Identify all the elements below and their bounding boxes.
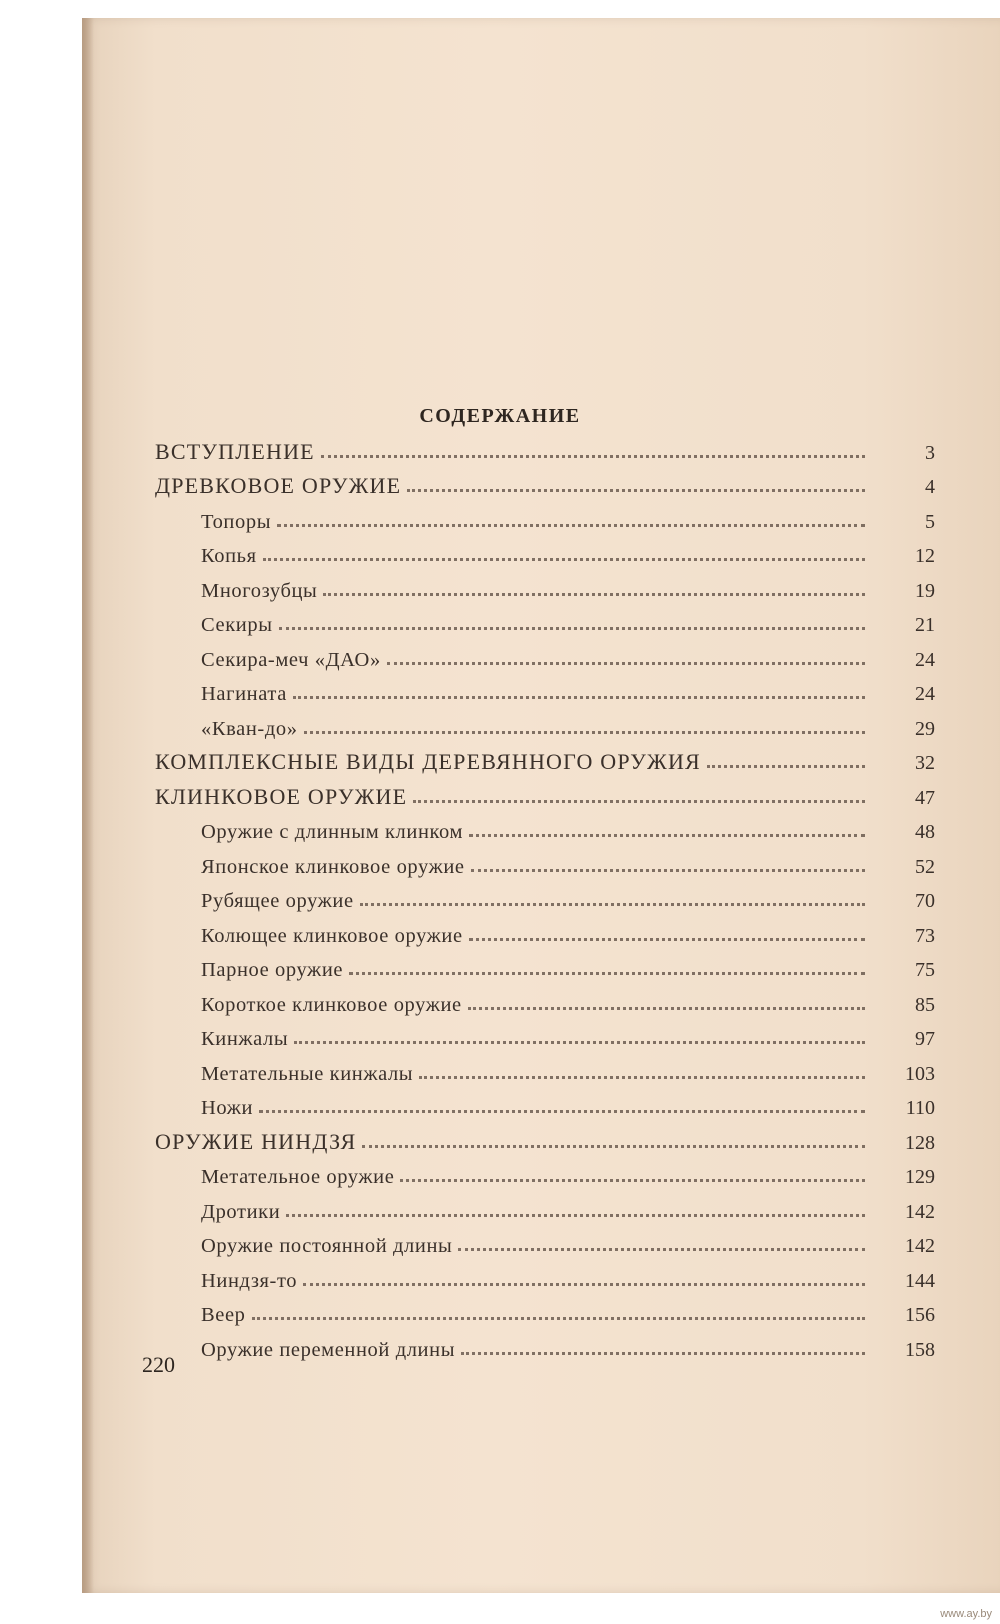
toc-entry-page: 29 bbox=[915, 717, 935, 740]
toc-entry-label: Копья bbox=[201, 545, 257, 567]
toc-entry bbox=[155, 1224, 935, 1259]
toc-leader-dots bbox=[263, 558, 865, 561]
toc-entry-label: Топоры bbox=[201, 510, 272, 533]
toc-leader-dots bbox=[407, 489, 865, 492]
toc-entry-label: Оружие с длинным клинком bbox=[201, 821, 464, 843]
toc-entry-label: Рубящее оружие bbox=[201, 890, 354, 912]
toc-leader-dots bbox=[286, 1214, 865, 1217]
binding-shadow bbox=[82, 18, 94, 1593]
toc-entry-label: Ниндзя-то bbox=[201, 1269, 298, 1292]
toc-leader-dots bbox=[469, 938, 865, 941]
toc-leader-dots bbox=[362, 1145, 865, 1148]
toc-entry-page: 24 bbox=[915, 648, 935, 671]
toc-entry-label: Парное оружие bbox=[201, 959, 344, 981]
toc-leader-dots bbox=[471, 869, 865, 872]
toc-entry-label: Нагината bbox=[201, 683, 287, 705]
toc-leader-dots bbox=[413, 800, 865, 803]
toc-entry-page: 97 bbox=[915, 1028, 935, 1050]
page-number: 220 bbox=[142, 1352, 175, 1377]
toc-entry bbox=[155, 1189, 935, 1224]
toc-entry bbox=[155, 1120, 935, 1155]
toc-entry bbox=[155, 741, 935, 776]
toc-entry bbox=[155, 1086, 935, 1121]
toc-entry-page: 19 bbox=[915, 579, 935, 602]
toc-leader-dots bbox=[279, 627, 865, 630]
toc-entry-label: Секиры bbox=[201, 614, 273, 636]
toc-entry-label: Многозубцы bbox=[201, 579, 318, 602]
toc-entry bbox=[155, 1293, 935, 1328]
toc-entry-label: Секира-меч «ДАО» bbox=[201, 648, 381, 671]
toc-leader-dots bbox=[360, 903, 865, 906]
toc-entry bbox=[155, 1327, 935, 1362]
toc-leader-dots bbox=[461, 1352, 865, 1355]
toc-entry-label: КОМПЛЕКСНЫЕ ВИДЫ ДЕРЕВЯННОГО ОРУЖИЯ bbox=[155, 749, 701, 774]
toc-leader-dots bbox=[252, 1317, 865, 1320]
toc-entry-label: Колющее клинковое оружие bbox=[201, 924, 463, 947]
toc-entry-page: 52 bbox=[915, 855, 935, 878]
toc-entry bbox=[155, 879, 935, 914]
toc-leader-dots bbox=[259, 1110, 865, 1113]
toc-entry bbox=[155, 534, 935, 569]
toc-entry-page: 142 bbox=[905, 1200, 935, 1223]
toc-entry-page: 73 bbox=[915, 924, 935, 947]
toc-entry-page: 4 bbox=[925, 476, 935, 498]
toc-title: СОДЕРЖАНИЕ bbox=[419, 405, 581, 427]
toc-entry-label: ОРУЖИЕ НИНДЗЯ bbox=[155, 1128, 357, 1154]
toc-entry-page: 144 bbox=[905, 1269, 935, 1292]
toc-leader-dots bbox=[294, 1041, 865, 1044]
toc-entry-page: 129 bbox=[905, 1166, 935, 1188]
toc-entry bbox=[155, 465, 935, 500]
toc-entry-label: Метательное оружие bbox=[201, 1166, 395, 1188]
toc-entry bbox=[155, 499, 935, 534]
toc-entry-page: 70 bbox=[915, 890, 935, 912]
toc-entry-page: 142 bbox=[905, 1235, 935, 1257]
toc-entry-page: 32 bbox=[915, 752, 935, 774]
toc-leader-dots bbox=[303, 1283, 865, 1286]
toc-entry bbox=[155, 913, 935, 948]
toc-entry-page: 128 bbox=[905, 1131, 935, 1154]
toc-entry-label: «Кван-до» bbox=[201, 717, 298, 740]
toc-entry-label: Дротики bbox=[201, 1200, 281, 1223]
toc-entry-label: Кинжалы bbox=[201, 1028, 289, 1050]
toc-entry-label: ДРЕВКОВОЕ ОРУЖИЕ bbox=[155, 473, 402, 498]
toc-entry bbox=[155, 568, 935, 603]
toc-leader-dots bbox=[349, 972, 865, 975]
toc-entry-page: 75 bbox=[915, 959, 935, 981]
toc-leader-dots bbox=[304, 731, 865, 734]
toc-entry-page: 12 bbox=[915, 545, 935, 567]
toc-entry bbox=[155, 637, 935, 672]
watermark: www.ay.by bbox=[940, 1608, 992, 1620]
toc-leader-dots bbox=[277, 524, 865, 527]
toc-entry-label: Веер bbox=[201, 1304, 246, 1326]
toc-entry-page: 156 bbox=[905, 1304, 935, 1326]
toc-entry-label: КЛИНКОВОЕ ОРУЖИЕ bbox=[155, 783, 408, 809]
toc-leader-dots bbox=[469, 834, 865, 837]
toc-entry-label: Оружие переменной длины bbox=[201, 1338, 456, 1361]
toc-entry bbox=[155, 948, 935, 983]
table-of-contents bbox=[155, 430, 935, 1362]
toc-entry-label: Японское клинковое оружие bbox=[201, 855, 465, 878]
toc-entry bbox=[155, 982, 935, 1017]
toc-entry-page: 47 bbox=[915, 786, 935, 809]
toc-entry bbox=[155, 1017, 935, 1052]
toc-entry-page: 85 bbox=[915, 993, 935, 1016]
toc-leader-dots bbox=[293, 696, 865, 699]
toc-entry-page: 24 bbox=[915, 683, 935, 705]
toc-entry bbox=[155, 1051, 935, 1086]
toc-leader-dots bbox=[387, 662, 865, 665]
toc-entry bbox=[155, 844, 935, 879]
toc-entry bbox=[155, 810, 935, 845]
toc-entry-page: 21 bbox=[915, 614, 935, 636]
toc-entry-label: Метательные кинжалы bbox=[201, 1062, 414, 1085]
toc-entry-page: 103 bbox=[905, 1062, 935, 1085]
toc-entry bbox=[155, 775, 935, 810]
toc-entry-label: ВСТУПЛЕНИЕ bbox=[155, 438, 315, 464]
toc-leader-dots bbox=[419, 1076, 865, 1079]
toc-entry-page: 110 bbox=[905, 1097, 935, 1119]
toc-leader-dots bbox=[321, 455, 865, 458]
toc-entry bbox=[155, 1155, 935, 1190]
toc-leader-dots bbox=[458, 1248, 865, 1251]
toc-entry-page: 5 bbox=[925, 510, 935, 533]
toc-entry bbox=[155, 1258, 935, 1293]
toc-entry bbox=[155, 603, 935, 638]
toc-entry-label: Оружие постоянной длины bbox=[201, 1235, 453, 1257]
toc-leader-dots bbox=[323, 593, 865, 596]
toc-entry bbox=[155, 706, 935, 741]
toc-leader-dots bbox=[400, 1179, 865, 1182]
toc-entry bbox=[155, 672, 935, 707]
toc-entry-page: 48 bbox=[915, 821, 935, 843]
toc-entry bbox=[155, 430, 935, 465]
toc-leader-dots bbox=[707, 765, 865, 768]
toc-leader-dots bbox=[468, 1007, 865, 1010]
toc-entry-label: Короткое клинковое оружие bbox=[201, 993, 462, 1016]
toc-entry-page: 3 bbox=[925, 441, 935, 464]
toc-entry-label: Ножи bbox=[201, 1097, 254, 1119]
toc-entry-page: 158 bbox=[905, 1338, 935, 1361]
